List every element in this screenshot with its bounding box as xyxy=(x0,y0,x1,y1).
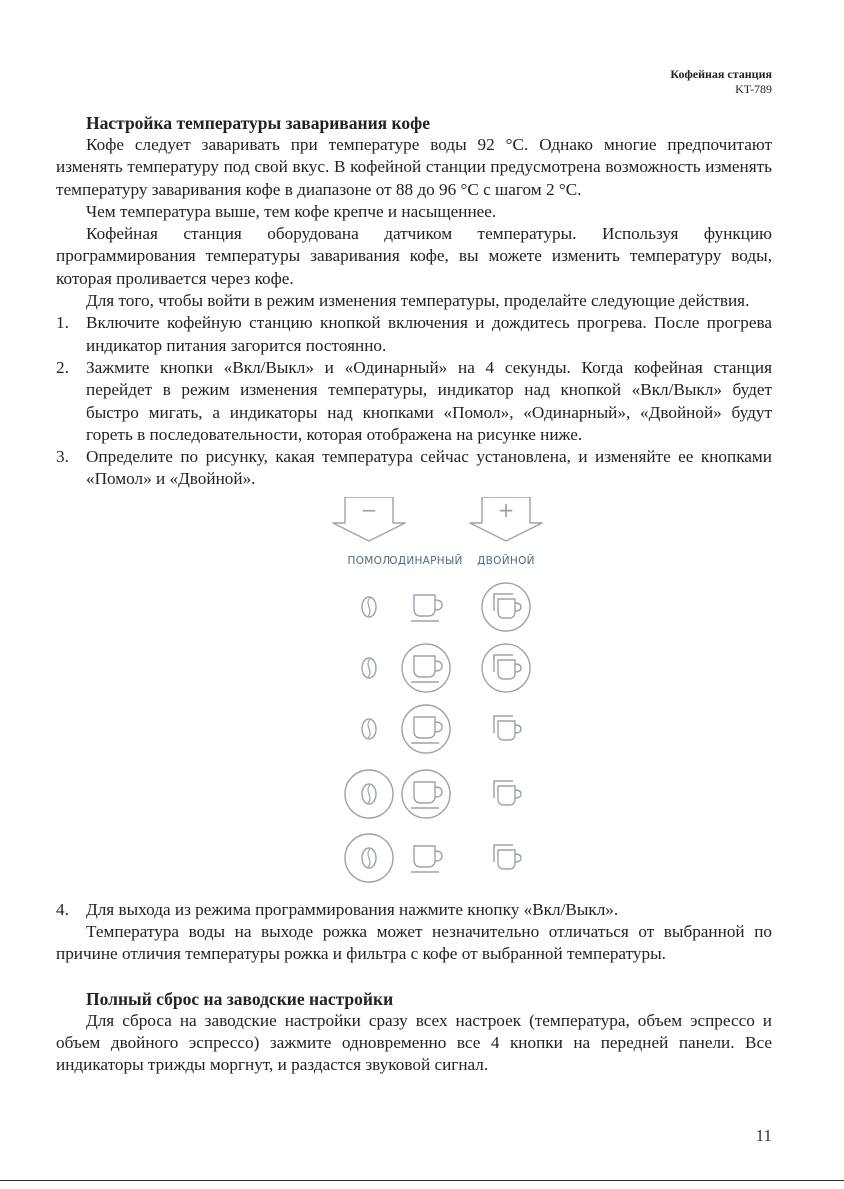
diagram-svg xyxy=(56,497,772,899)
lit-indicator-ring xyxy=(482,644,530,692)
list-item xyxy=(56,312,772,357)
coffee-bean-icon xyxy=(362,597,376,617)
plus-arrow-symbol: + xyxy=(497,497,515,522)
step-text: Включите кофейную станцию кнопкой включения и дождитесь прогрева. После прогрева индикатор питания загорится постоянно. xyxy=(86,313,772,355)
coffee-bean-icon xyxy=(345,770,393,818)
page-header xyxy=(670,67,772,97)
coffee-bean-icon xyxy=(362,719,376,739)
single-cup-icon xyxy=(411,595,442,621)
lit-indicator-ring xyxy=(402,705,450,753)
header-product: Кофейная станция xyxy=(670,67,772,81)
list-item xyxy=(56,899,772,921)
double-cup-icon xyxy=(494,781,521,805)
paragraph: Для сброса на заводские настройки сразу всех настроек (температура, объем эспрессо и объем двойного эспрессо) зажмите одновременно все 4 кнопки на передней панели. Все индикаторы трижды моргнут, и раздастся звуковой сигнал. xyxy=(56,1010,772,1075)
double-cup-icon xyxy=(482,644,530,692)
double-cup-icon xyxy=(482,583,530,631)
diagram-label: ПОМОЛ xyxy=(347,554,391,567)
single-cup-icon xyxy=(402,705,450,753)
step-text: Зажмите кнопки «Вкл/Выкл» и «Одинарный» на 4 секунды. Когда кофейная станция перейдет в режим изменения температуры, индикатор над кнопкой «Вкл/Выкл» будет быстро мигать, а индикаторы над кнопками «Помол», «Одинарный», «Двойной» будут гореть в последовательности, которая отображена на рисунке ниже. xyxy=(86,357,772,444)
coffee-bean-icon xyxy=(362,658,376,678)
single-cup-icon xyxy=(402,644,450,692)
note-paragraph: Температура воды на выходе рожка может незначительно отличаться от выбранной по причине отличия температуры рожка и фильтра с кофе от выбранной температуры. xyxy=(56,922,772,964)
section-title-temperature: Настройка температуры заваривания кофе xyxy=(86,113,430,133)
single-cup-icon xyxy=(402,770,450,818)
lit-indicator-ring xyxy=(402,644,450,692)
double-cup-icon xyxy=(494,716,521,740)
page-number: 11 xyxy=(755,1126,772,1145)
step-number: 1. xyxy=(56,313,69,333)
steps-list xyxy=(56,312,772,490)
step-number: 4. xyxy=(56,899,69,919)
temperature-indicator-diagram xyxy=(56,497,772,899)
section-title-factory-reset: Полный сброс на заводские настройки xyxy=(86,988,394,1009)
single-cup-icon xyxy=(411,846,442,872)
step-text: Определите по рисунку, какая температура сейчас установлена, и изменяйте ее кнопками «Помол» и «Двойной». xyxy=(86,447,772,489)
step-text: Для выхода из режима программирования нажмите кнопку «Вкл/Выкл». xyxy=(86,899,619,919)
page-content xyxy=(56,112,772,1077)
minus-arrow-symbol: − xyxy=(360,497,378,522)
list-item xyxy=(56,357,772,446)
paragraph: Кофейная станция оборудована датчиком температуры. Используя функцию программирования температуры заваривания кофе, вы можете изменить температуру воды, которая проливается через кофе. xyxy=(56,224,772,288)
list-item xyxy=(56,446,772,491)
steps-list-continued xyxy=(56,899,772,921)
step-number: 3. xyxy=(56,447,69,467)
coffee-bean-icon xyxy=(345,834,393,882)
paragraph: Кофе следует заваривать при температуре воды 92 °С. Однако многие предпочитают изменять температуру под свой вкус. В кофейной станции предусмотрена возможность изменять температуру заваривания кофе в диапазоне от 88 до 96 °С с шагом 2 °С. xyxy=(56,135,772,199)
paragraph: Для того, чтобы войти в режим изменения температуры, проделайте следующие действия. xyxy=(86,291,750,311)
lit-indicator-ring xyxy=(402,770,450,818)
diagram-label: ОДИНАРНЫЙ xyxy=(389,554,463,567)
header-model: KT-789 xyxy=(735,82,772,96)
plus-arrow-icon xyxy=(470,497,542,541)
lit-indicator-ring xyxy=(482,583,530,631)
bottom-rule xyxy=(0,1180,844,1181)
paragraph: Чем температура выше, тем кофе крепче и насыщеннее. xyxy=(86,201,497,221)
minus-arrow-icon xyxy=(333,497,405,541)
step-number: 2. xyxy=(56,357,69,377)
diagram-label: ДВОЙНОЙ xyxy=(477,554,535,567)
double-cup-icon xyxy=(494,845,521,869)
